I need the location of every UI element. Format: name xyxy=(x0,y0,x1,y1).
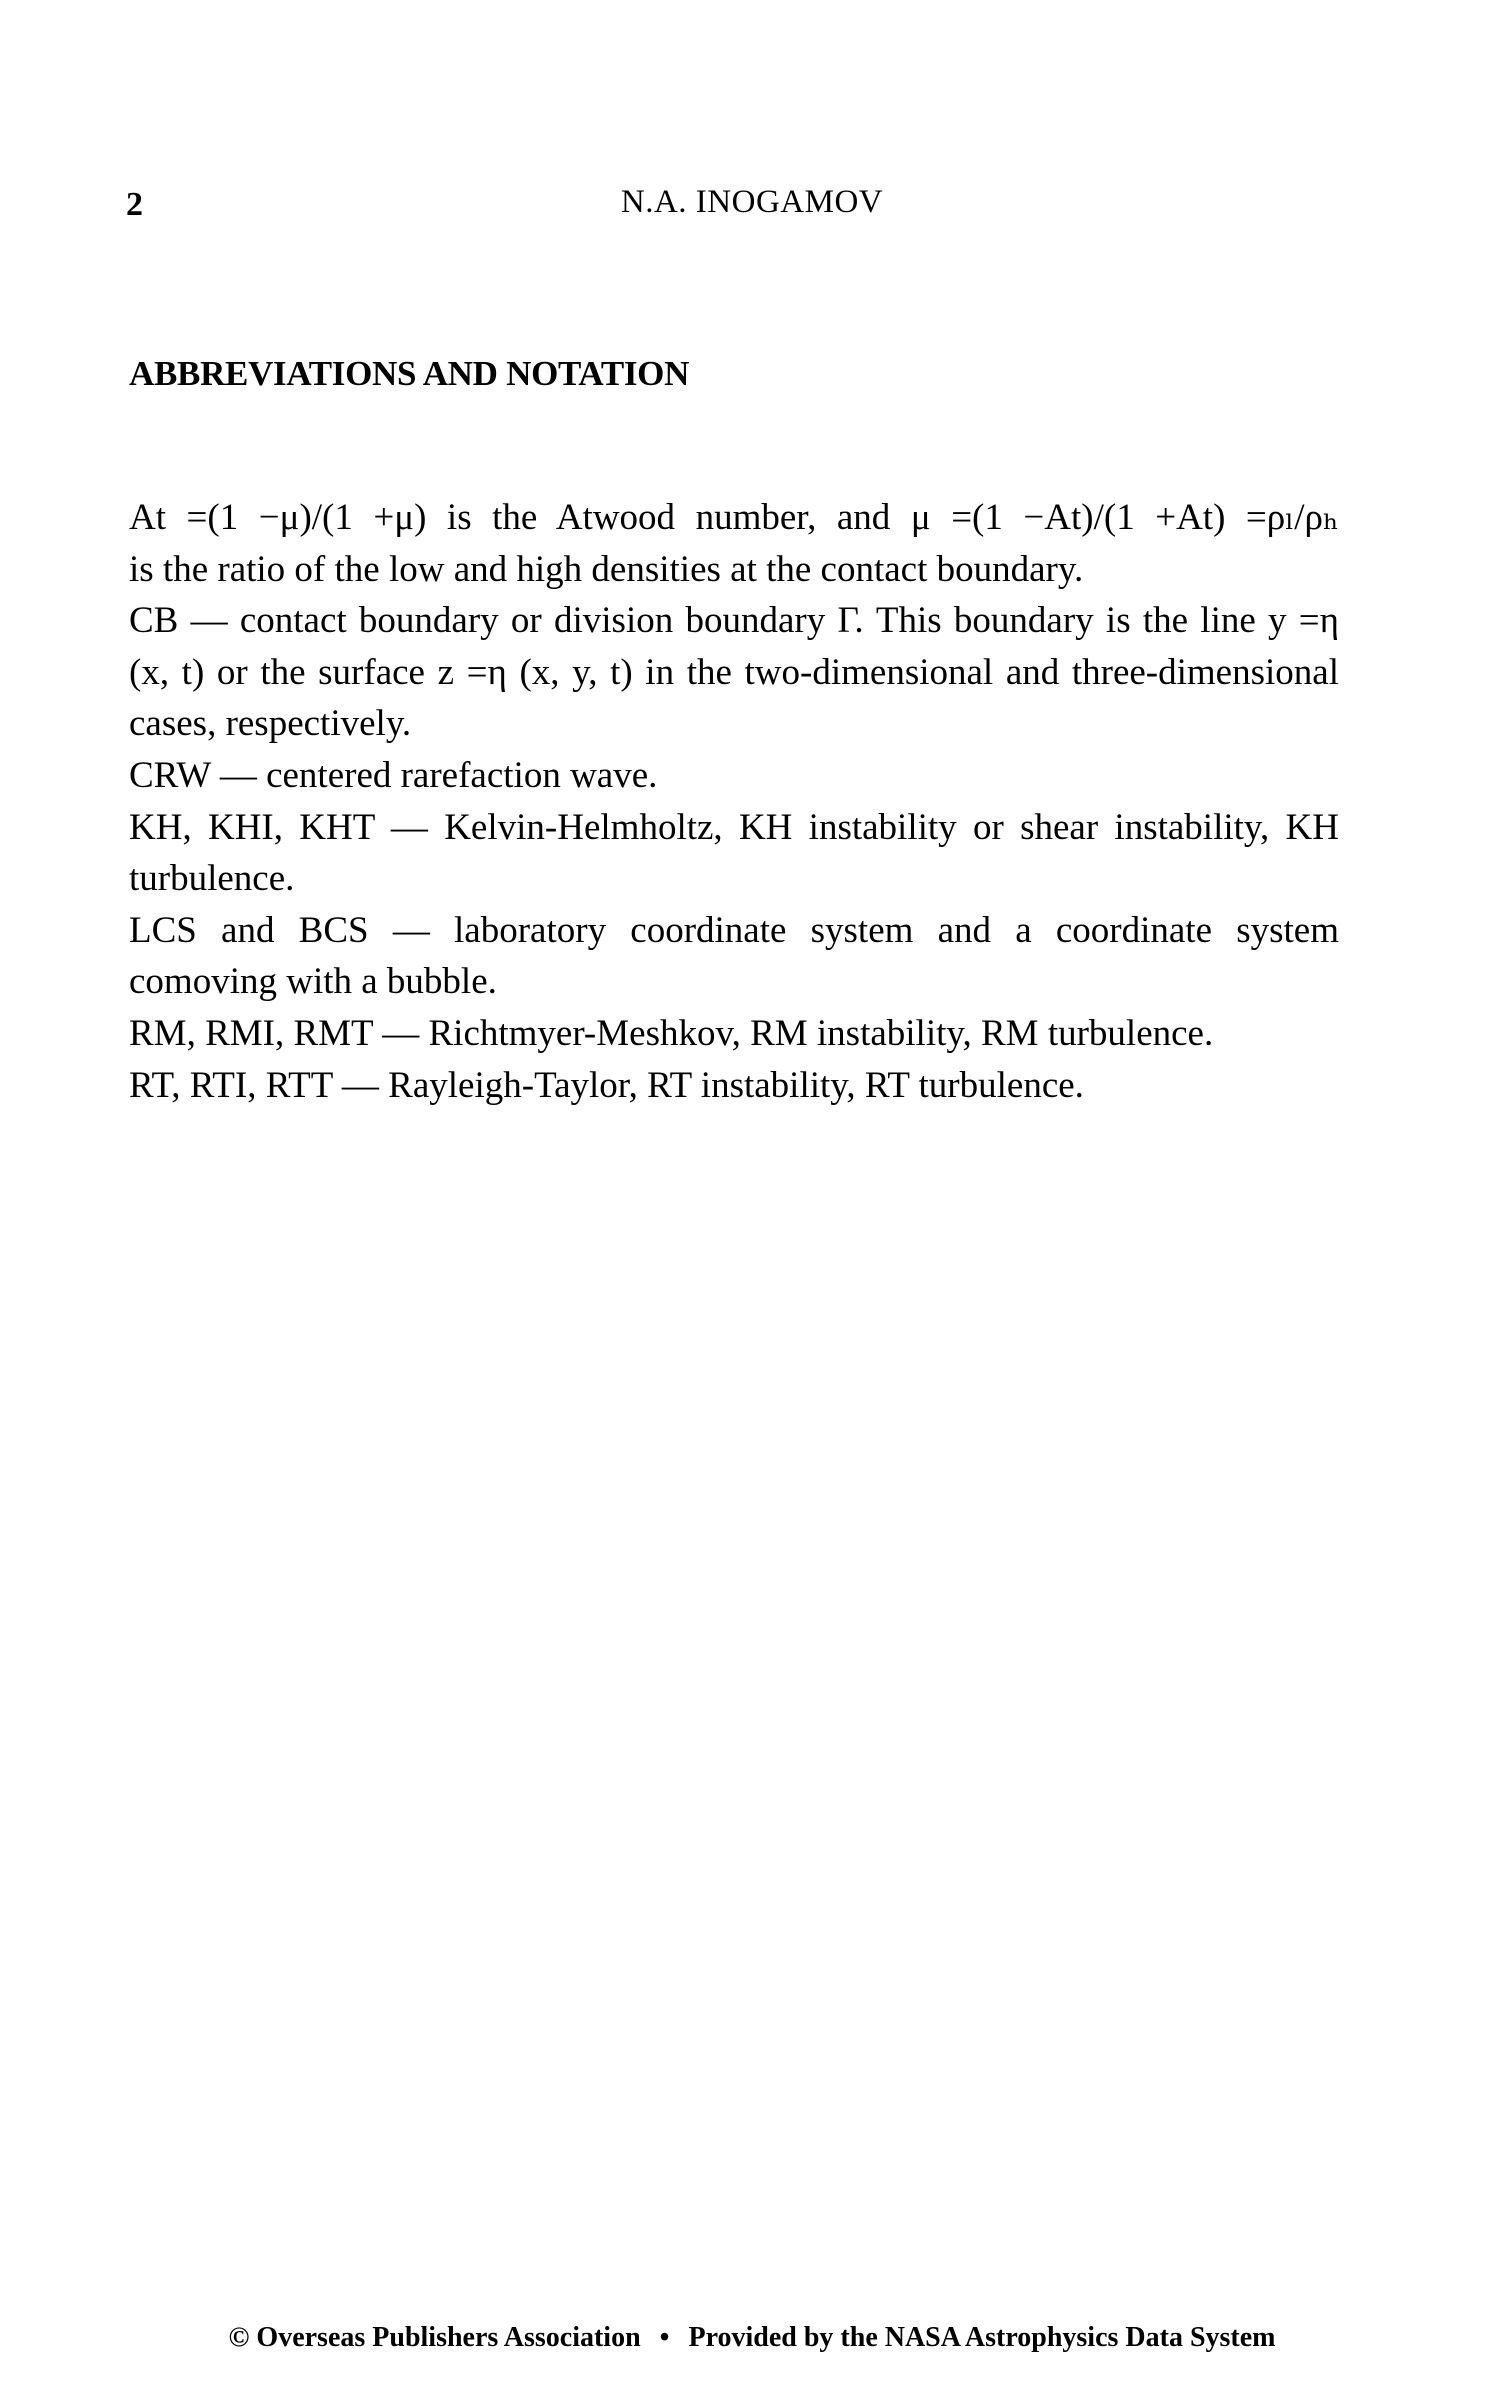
entry-lcs-bcs: LCS and BCS — laboratory coordinate system and a coordinate system comoving with a bubble. xyxy=(129,909,1339,1003)
entry-atwood-line-2: is the ratio of the low and high densities at the contact boundary. xyxy=(129,548,1084,590)
running-head: N.A. INOGAMOV xyxy=(620,184,884,220)
footer-provider: Provided by the NASA Astrophysics Data System xyxy=(688,2322,1276,2353)
copyright-symbol: © xyxy=(228,2322,250,2353)
notation-list xyxy=(129,492,1339,1111)
page-number: 2 xyxy=(126,186,143,223)
entry-rm: RM, RMI, RMT — Richtmyer-Meshkov, RM instability, RM turbulence. xyxy=(129,1012,1214,1054)
entry-rt: RT, RTI, RTT — Rayleigh-Taylor, RT instability, RT turbulence. xyxy=(129,1064,1084,1106)
footer-publisher: Overseas Publishers Association xyxy=(256,2322,641,2353)
section-title: ABBREVIATIONS AND NOTATION xyxy=(129,354,690,393)
entry-atwood-line-1: At =(1 −μ)/(1 +μ) is the Atwood number, and μ =(1 −At)/(1 +At) =ρₗ/ρₕ xyxy=(129,497,1339,538)
entry-kh: KH, KHI, KHT — Kelvin-Helmholtz, KH instability or shear instability, KH turbulence. xyxy=(129,806,1339,900)
footer-separator: • xyxy=(659,2322,670,2353)
entry-crw: CRW — centered rarefaction wave. xyxy=(129,754,658,796)
entry-cb: CB — contact boundary or division boundary Γ. This boundary is the line y =η (x, t) or the surface z =η (x, y, t) in the two-dimensional and three-dimensional cases, respectively. xyxy=(129,600,1339,745)
footer-credit xyxy=(0,2322,1504,2354)
